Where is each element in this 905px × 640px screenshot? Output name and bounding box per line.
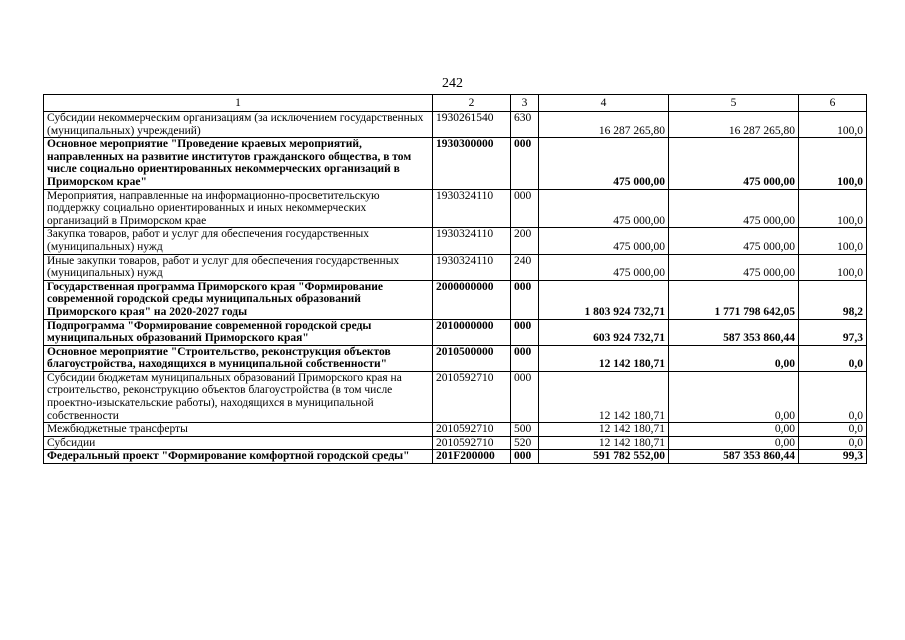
row-code-cell: 2010592710 (433, 436, 511, 450)
row-value-col4: 12 142 180,71 (539, 436, 669, 450)
row-percent-col6: 0,0 (799, 371, 867, 422)
table-row (44, 319, 867, 345)
row-name-cell: Мероприятия, направленные на информационно-просветительскую поддержку социально ориентированных и иных некоммерческих организаций в Приморском крае (44, 189, 433, 228)
row-percent-col6: 97,3 (799, 319, 867, 345)
row-type-cell: 520 (511, 436, 539, 450)
row-percent-col6: 98,2 (799, 280, 867, 319)
row-value-col5: 475 000,00 (669, 189, 799, 228)
row-value-col5: 0,00 (669, 345, 799, 371)
header-cell-1: 1 (44, 95, 433, 112)
row-value-col4: 475 000,00 (539, 189, 669, 228)
row-value-col4: 1 803 924 732,71 (539, 280, 669, 319)
row-percent-col6: 0,0 (799, 345, 867, 371)
row-code-cell: 201F200000 (433, 450, 511, 464)
row-value-col5: 0,00 (669, 371, 799, 422)
row-code-cell: 2010500000 (433, 345, 511, 371)
row-value-col4: 475 000,00 (539, 228, 669, 254)
table-row (44, 254, 867, 280)
table-row (44, 436, 867, 450)
row-value-col4: 475 000,00 (539, 254, 669, 280)
row-type-cell: 000 (511, 189, 539, 228)
row-percent-col6: 100,0 (799, 228, 867, 254)
row-percent-col6: 100,0 (799, 189, 867, 228)
row-name-cell: Основное мероприятие "Строительство, реконструкция объектов благоустройства, находящихся в муниципальной собственности" (44, 345, 433, 371)
row-value-col5: 587 353 860,44 (669, 319, 799, 345)
row-type-cell: 000 (511, 450, 539, 464)
row-type-cell: 000 (511, 319, 539, 345)
table-row (44, 189, 867, 228)
row-value-col4: 16 287 265,80 (539, 112, 669, 138)
row-value-col4: 603 924 732,71 (539, 319, 669, 345)
row-code-cell: 1930300000 (433, 138, 511, 189)
row-code-cell: 2000000000 (433, 280, 511, 319)
row-type-cell: 000 (511, 345, 539, 371)
table-row (44, 423, 867, 437)
row-name-cell: Субсидии некоммерческим организациям (за исключением государственных (муниципальных) учреждений) (44, 112, 433, 138)
row-code-cell: 2010592710 (433, 423, 511, 437)
header-cell-4: 4 (539, 95, 669, 112)
row-value-col5: 587 353 860,44 (669, 450, 799, 464)
row-type-cell: 000 (511, 138, 539, 189)
row-name-cell: Закупка товаров, работ и услуг для обеспечения государственных (муниципальных) нужд (44, 228, 433, 254)
header-cell-6: 6 (799, 95, 867, 112)
row-value-col5: 1 771 798 642,05 (669, 280, 799, 319)
row-value-col4: 475 000,00 (539, 138, 669, 189)
row-name-cell: Межбюджетные трансферты (44, 423, 433, 437)
row-code-cell: 2010592710 (433, 371, 511, 422)
row-type-cell: 000 (511, 371, 539, 422)
row-value-col5: 0,00 (669, 436, 799, 450)
budget-table (43, 94, 867, 464)
table-row (44, 345, 867, 371)
row-percent-col6: 100,0 (799, 138, 867, 189)
table-row (44, 228, 867, 254)
header-cell-5: 5 (669, 95, 799, 112)
row-name-cell: Подпрограмма "Формирование современной городской среды муниципальных образований Приморского края" (44, 319, 433, 345)
table-row (44, 112, 867, 138)
row-type-cell: 200 (511, 228, 539, 254)
row-name-cell: Субсидии бюджетам муниципальных образований Приморского края на строительство, реконструкцию объектов благоустройства (в том числе проектно-изыскательские работы), находящихся в муниципальной собственности (44, 371, 433, 422)
row-percent-col6: 100,0 (799, 112, 867, 138)
row-code-cell: 1930261540 (433, 112, 511, 138)
row-type-cell: 000 (511, 280, 539, 319)
row-name-cell: Иные закупки товаров, работ и услуг для обеспечения государственных (муниципальных) нужд (44, 254, 433, 280)
row-name-cell: Субсидии (44, 436, 433, 450)
table-row (44, 371, 867, 422)
row-value-col5: 475 000,00 (669, 228, 799, 254)
table-row (44, 450, 867, 464)
page-number: 242 (442, 76, 463, 91)
row-type-cell: 500 (511, 423, 539, 437)
row-value-col4: 12 142 180,71 (539, 423, 669, 437)
row-value-col5: 16 287 265,80 (669, 112, 799, 138)
header-row (44, 95, 867, 112)
row-name-cell: Федеральный проект "Формирование комфортной городской среды" (44, 450, 433, 464)
row-percent-col6: 100,0 (799, 254, 867, 280)
row-value-col5: 0,00 (669, 423, 799, 437)
row-percent-col6: 0,0 (799, 436, 867, 450)
row-code-cell: 1930324110 (433, 189, 511, 228)
row-percent-col6: 99,3 (799, 450, 867, 464)
row-value-col4: 12 142 180,71 (539, 371, 669, 422)
row-code-cell: 1930324110 (433, 254, 511, 280)
row-code-cell: 1930324110 (433, 228, 511, 254)
header-cell-3: 3 (511, 95, 539, 112)
row-name-cell: Государственная программа Приморского края "Формирование современной городской среды муниципальных образований Приморского края" на 2020-2027 годы (44, 280, 433, 319)
row-value-col4: 12 142 180,71 (539, 345, 669, 371)
row-percent-col6: 0,0 (799, 423, 867, 437)
table-row (44, 280, 867, 319)
table-row (44, 138, 867, 189)
header-cell-2: 2 (433, 95, 511, 112)
row-type-cell: 630 (511, 112, 539, 138)
row-value-col5: 475 000,00 (669, 254, 799, 280)
row-name-cell: Основное мероприятие "Проведение краевых мероприятий, направленных на развитие институтов гражданского общества, в том числе социально ориентированных некоммерческих организаций в Приморском крае" (44, 138, 433, 189)
row-type-cell: 240 (511, 254, 539, 280)
row-code-cell: 2010000000 (433, 319, 511, 345)
row-value-col4: 591 782 552,00 (539, 450, 669, 464)
row-value-col5: 475 000,00 (669, 138, 799, 189)
